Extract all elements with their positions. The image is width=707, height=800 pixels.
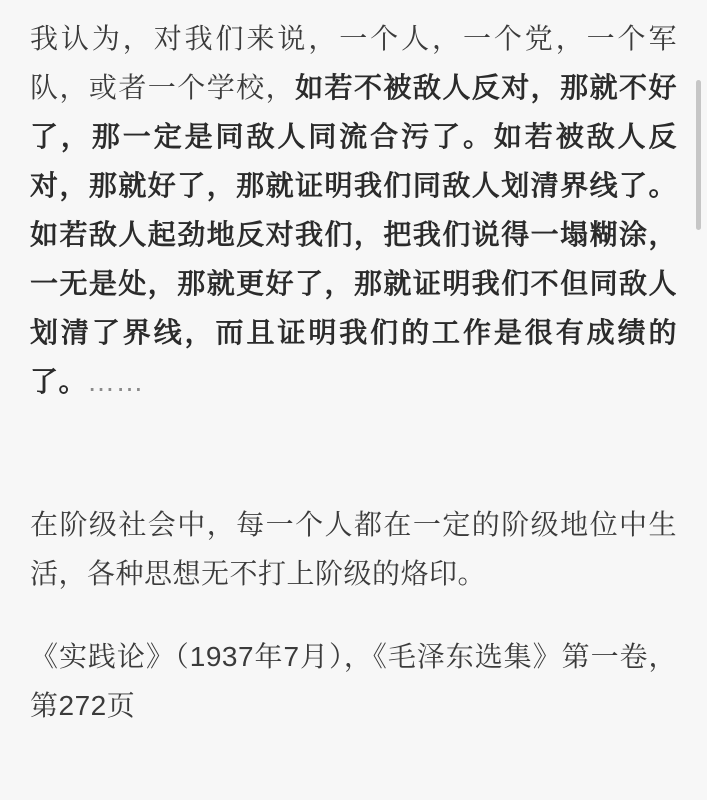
quote-main-paragraph bbox=[30, 14, 677, 406]
quote-run-bold: 如若不被敌人反对，那就不好了，那一定是同敌人同流合污了。如若被敌人反对，那就好了，那就证明我们同敌人划清界线了。如若敌人起劲地反对我们，把我们说得一塌糊涂，一无是处，那就更好了，那就证明我们不但同敌人划清了界线，而且证明我们的工作是很有成绩的了。 bbox=[30, 72, 677, 397]
quote-run-normal: 我认为，对我们来说，一个人，一个党，一个军队，或者一个学校， bbox=[30, 23, 677, 103]
vertical-scrollbar-thumb[interactable] bbox=[696, 80, 701, 230]
paragraph-spacer bbox=[30, 406, 677, 500]
citation-paragraph: 《实践论》（1937年7月），《毛泽东选集》第一卷，第272页 bbox=[30, 641, 677, 721]
quote-run-ellipsis: …… bbox=[87, 366, 145, 397]
quote-second-paragraph: 在阶级社会中，每一个人都在一定的阶级地位中生活，各种思想无不打上阶级的烙印。 bbox=[30, 509, 677, 589]
